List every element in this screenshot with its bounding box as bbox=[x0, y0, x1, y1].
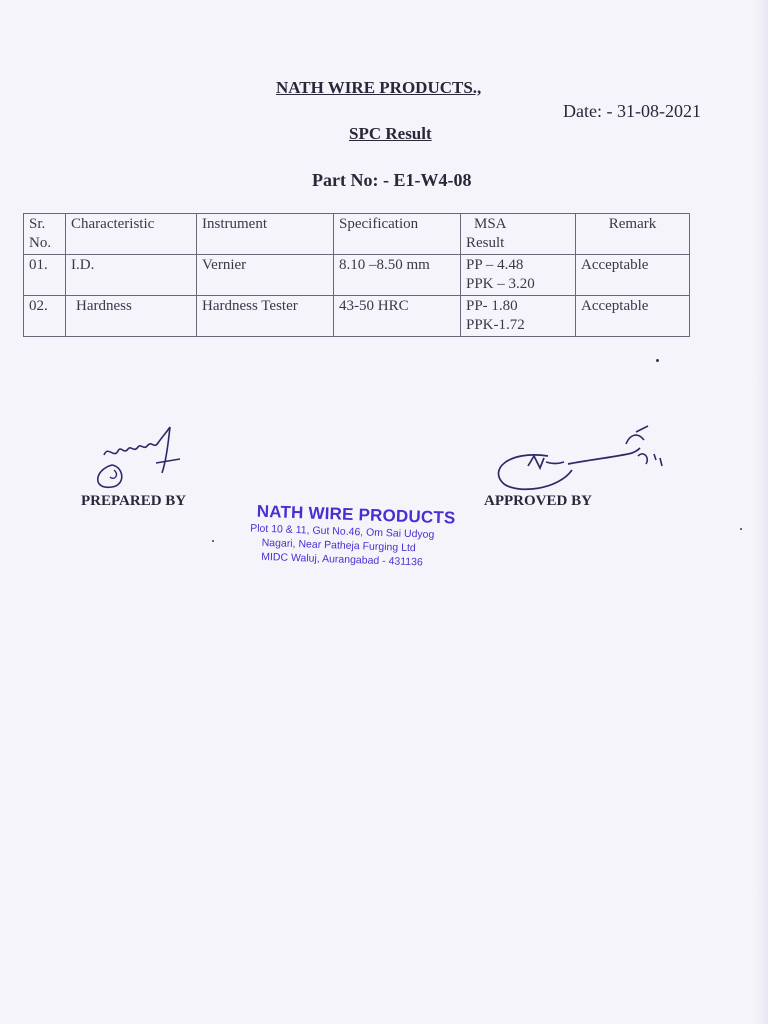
header-specification: Specification bbox=[334, 214, 461, 255]
cell-specification: 8.10 –8.50 mm bbox=[334, 255, 461, 296]
approved-by-label: APPROVED BY bbox=[484, 493, 592, 509]
cell-instrument: Vernier bbox=[197, 255, 334, 296]
header-remark: Remark bbox=[576, 214, 690, 255]
page-edge bbox=[754, 0, 768, 1024]
stamp-address-line: MIDC Waluj, Aurangabad - 431136 bbox=[261, 550, 424, 569]
cell-instrument: Hardness Tester bbox=[197, 296, 334, 337]
cell-msa-result: PP – 4.48 PPK – 3.20 bbox=[461, 255, 576, 296]
approved-signature bbox=[488, 420, 668, 495]
cell-remark: Acceptable bbox=[576, 296, 690, 337]
cell-characteristic: Hardness bbox=[66, 296, 197, 337]
table-header-row bbox=[24, 214, 690, 255]
prepared-signature bbox=[84, 415, 194, 495]
report-title: SPC Result bbox=[349, 124, 432, 143]
company-stamp bbox=[249, 501, 456, 570]
cell-remark: Acceptable bbox=[576, 255, 690, 296]
part-number: Part No: - E1-W4-08 bbox=[312, 170, 472, 190]
header-msa-result: MSA Result bbox=[461, 214, 576, 255]
stamp-company-name: NATH WIRE PRODUCTS bbox=[256, 501, 456, 528]
cell-sr: 01. bbox=[24, 255, 66, 296]
header-instrument: Instrument bbox=[197, 214, 334, 255]
cell-sr: 02. bbox=[24, 296, 66, 337]
table-row bbox=[24, 296, 690, 337]
cell-characteristic: I.D. bbox=[66, 255, 197, 296]
spc-result-table bbox=[23, 213, 690, 337]
header-characteristic: Characteristic bbox=[66, 214, 197, 255]
header-sr-no: Sr. No. bbox=[24, 214, 66, 255]
company-title: NATH WIRE PRODUCTS., bbox=[276, 78, 482, 97]
report-date: Date: - 31-08-2021 bbox=[563, 101, 701, 121]
scan-speck bbox=[656, 359, 659, 362]
stamp-address-line: Plot 10 & 11, Gut No.46, Om Sai Udyog bbox=[249, 522, 435, 541]
cell-specification: 43-50 HRC bbox=[334, 296, 461, 337]
table-row bbox=[24, 255, 690, 296]
cell-msa-result: PP- 1.80 PPK-1.72 bbox=[461, 296, 576, 337]
prepared-by-label: PREPARED BY bbox=[81, 493, 187, 509]
stamp-address-line: Nagari, Near Patheja Furging Ltd bbox=[261, 536, 416, 555]
scan-speck bbox=[740, 528, 742, 530]
scan-speck bbox=[212, 540, 214, 542]
